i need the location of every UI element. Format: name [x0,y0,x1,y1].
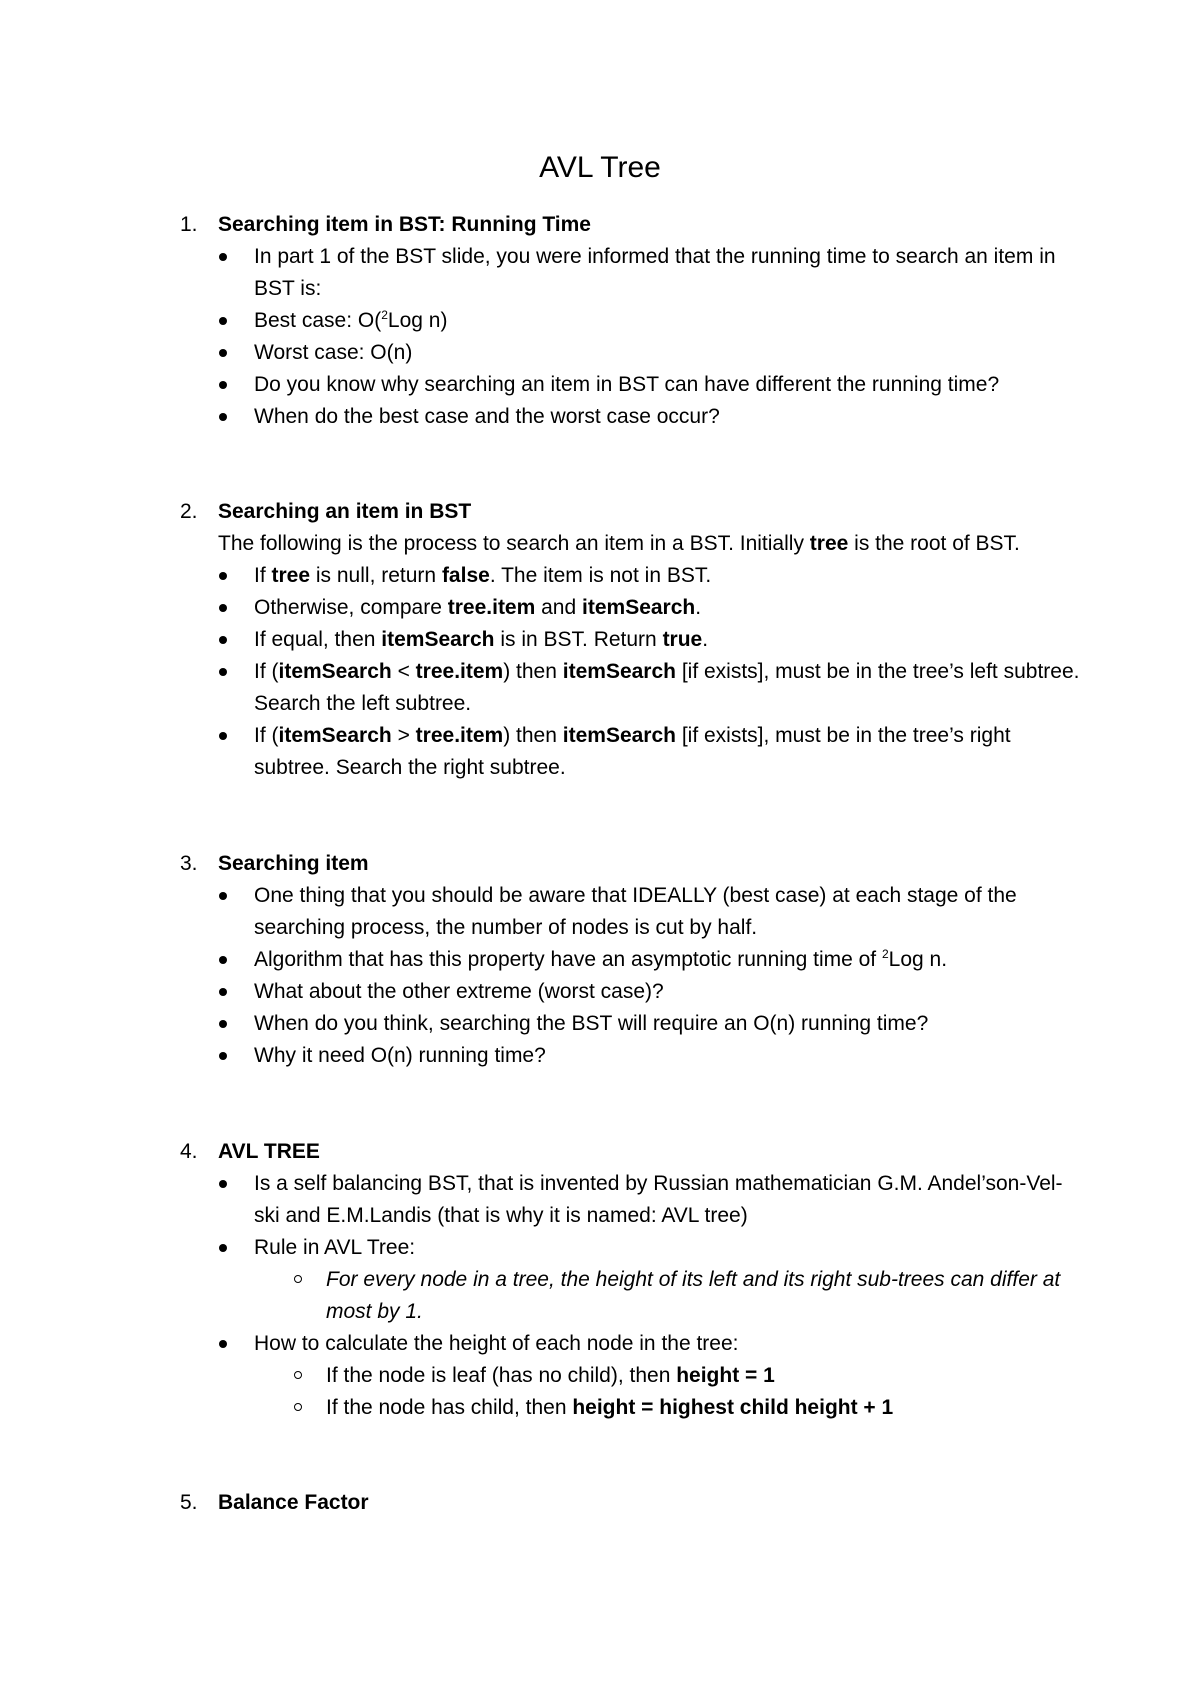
section-4 [180,1136,1080,1424]
list-item: When do the best case and the worst case occur? [254,401,1080,433]
section-heading [180,496,1080,528]
section-number: 5. [180,1491,198,1514]
list-item: If tree is null, return false. The item is not in BST. [254,560,1080,592]
list-item: Otherwise, compare tree.item and itemSearch. [254,592,1080,624]
list-item: If equal, then itemSearch is in BST. Return true. [254,624,1080,656]
bullet-list [180,1168,1080,1424]
section-2 [180,496,1080,784]
list-item: Algorithm that has this property have an asymptotic running time of $^2$Log n. [254,944,1080,976]
section-intro: The following is the process to search an item in a BST. Initially tree is the root of BST. [218,532,1020,555]
list-item: Worst case: O(n) [254,337,1080,369]
list-item: If (itemSearch < tree.item) then itemSearch [if exists], must be in the tree’s left subtree. Search the left subtree. [254,656,1080,720]
sub-list-item: For every node in a tree, the height of its left and its right sub-trees can differ at most by 1. [326,1264,1080,1328]
list-item: Rule in AVL Tree: For every node in a tree, the height of its left and its right sub-trees can differ at most by 1. [254,1232,1080,1328]
bullet-list [180,560,1080,784]
section-number: 4. [180,1140,198,1163]
list-item: Do you know why searching an item in BST can have different the running time? [254,369,1080,401]
section-3 [180,848,1080,1072]
section-heading [180,1487,1080,1519]
list-item: How to calculate the height of each node in the tree: If the node is leaf (has no child), then height = 1 If the node has child, then height = highest child height + 1 [254,1328,1080,1424]
list-item: Is a self balancing BST, that is invented by Russian mathematician G.M. Andel’son-Vel-ski and E.M.Landis (that is why it is named: AVL tree) [254,1168,1080,1232]
section-title: Searching an item in BST [218,500,472,523]
section-1 [180,209,1080,433]
list-item: If (itemSearch > tree.item) then itemSearch [if exists], must be in the tree’s right subtree. Search the right subtree. [254,720,1080,784]
section-title: AVL TREE [218,1140,320,1163]
section-5 [180,1487,1080,1519]
section-title: Balance Factor [218,1491,369,1514]
section-title: Searching item in BST: Running Time [218,213,591,236]
bullet-list [180,880,1080,1072]
list-item: In part 1 of the BST slide, you were informed that the running time to search an item in BST is: [254,241,1080,305]
list-item: What about the other extreme (worst case)? [254,976,1080,1008]
list-item: When do you think, searching the BST will require an O(n) running time? [254,1008,1080,1040]
sub-list [254,1264,1080,1328]
section-heading [180,209,1080,241]
section-number: 2. [180,500,198,523]
section-heading [180,1136,1080,1168]
list-item: Why it need O(n) running time? [254,1040,1080,1072]
sub-list [254,1360,1080,1424]
list-item: Best case: O($^2$Log n) [254,305,1080,337]
section-heading [180,848,1080,880]
page-title: AVL Tree [539,151,661,184]
section-number: 1. [180,213,198,236]
list-item: One thing that you should be aware that IDEALLY (best case) at each stage of the searching process, the number of nodes is cut by half. [254,880,1080,944]
section-title: Searching item [218,852,369,875]
sub-list-item: If the node has child, then height = highest child height + 1 [326,1392,1080,1424]
bullet-list [180,241,1080,433]
section-number: 3. [180,852,198,875]
sub-list-item: If the node is leaf (has no child), then height = 1 [326,1360,1080,1392]
